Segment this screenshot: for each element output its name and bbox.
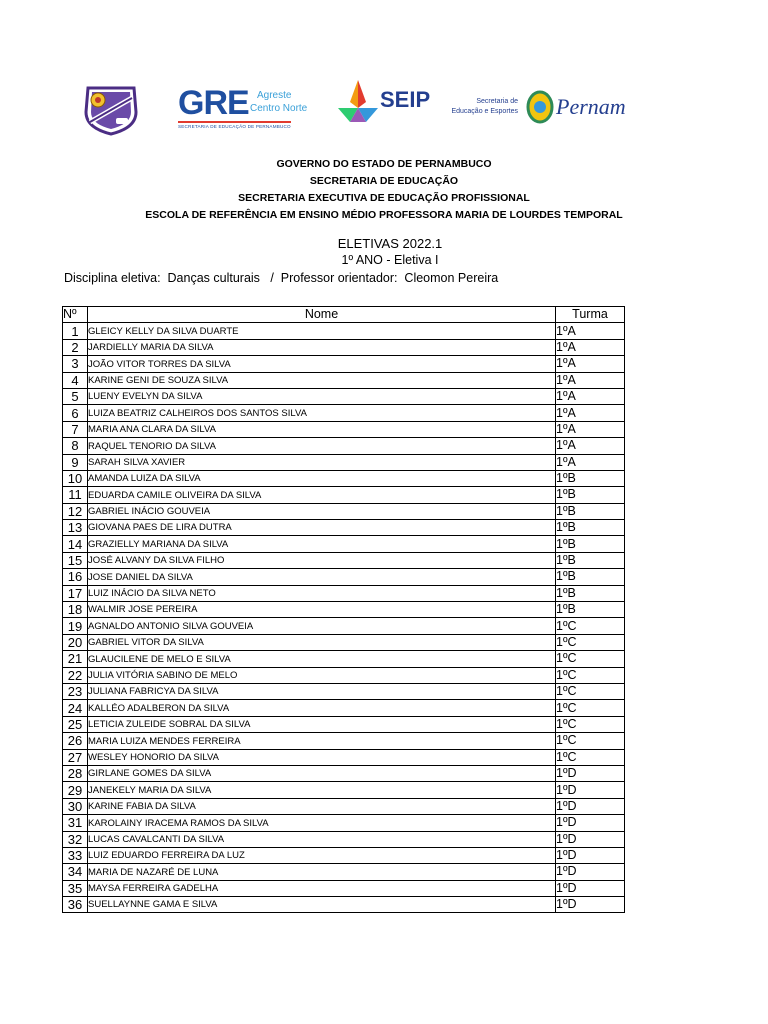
table-row bbox=[63, 733, 625, 749]
table-row bbox=[63, 405, 625, 421]
student-class: 1ºD bbox=[556, 815, 625, 831]
row-number: 36 bbox=[63, 897, 88, 913]
student-class: 1ºB bbox=[556, 503, 625, 519]
student-class: 1ºC bbox=[556, 700, 625, 716]
row-number: 17 bbox=[63, 585, 88, 601]
secretaria-educacao-logo bbox=[448, 86, 626, 130]
student-class: 1ºB bbox=[556, 585, 625, 601]
header-line-2: SECRETARIA DE EDUCAÇÃO bbox=[309, 175, 459, 187]
row-number: 28 bbox=[63, 765, 88, 781]
row-number: 23 bbox=[63, 683, 88, 699]
student-name: JANEKELY MARIA DA SILVA bbox=[88, 782, 556, 798]
sec-logo-line2: Educação e Esportes bbox=[451, 108, 518, 115]
student-name: GABRIEL INÁCIO GOUVEIA bbox=[88, 503, 556, 519]
table-row bbox=[63, 503, 625, 519]
table-row bbox=[63, 634, 625, 650]
student-class: 1ºD bbox=[556, 798, 625, 814]
row-number: 34 bbox=[63, 864, 88, 880]
student-name: LETICIA ZULEIDE SOBRAL DA SILVA bbox=[88, 716, 556, 732]
student-class: 1ºB bbox=[556, 470, 625, 486]
student-name: RAQUEL TENORIO DA SILVA bbox=[88, 438, 556, 454]
school-crest-logo bbox=[80, 82, 142, 136]
student-class: 1ºD bbox=[556, 897, 625, 913]
student-name: LUIZ EDUARDO FERREIRA DA LUZ bbox=[88, 847, 556, 863]
table-header-row bbox=[63, 307, 625, 323]
gre-logo-sub2: Centro Norte bbox=[250, 103, 308, 114]
row-number: 21 bbox=[63, 651, 88, 667]
table-row bbox=[63, 716, 625, 732]
student-name: KAROLAINY IRACEMA RAMOS DA SILVA bbox=[88, 815, 556, 831]
row-number: 16 bbox=[63, 569, 88, 585]
student-name: GIOVANA PAES DE LIRA DUTRA bbox=[88, 520, 556, 536]
student-name: MAYSA FERREIRA GADELHA bbox=[88, 880, 556, 896]
student-class: 1ºD bbox=[556, 765, 625, 781]
student-class: 1ºD bbox=[556, 831, 625, 847]
table-row bbox=[63, 700, 625, 716]
table-row bbox=[63, 667, 625, 683]
gre-logo bbox=[178, 84, 310, 132]
seip-mark-icon bbox=[336, 78, 380, 126]
student-class: 1ºC bbox=[556, 749, 625, 765]
row-number: 6 bbox=[63, 405, 88, 421]
row-number: 10 bbox=[63, 470, 88, 486]
seip-logo-text: SEIP bbox=[380, 87, 431, 112]
table-row bbox=[63, 388, 625, 404]
student-name: MARIA LUIZA MENDES FERREIRA bbox=[88, 733, 556, 749]
student-name: WALMIR JOSE PEREIRA bbox=[88, 602, 556, 618]
document-title: ELETIVAS 2022.1 bbox=[337, 236, 443, 251]
header-turma: Turma bbox=[556, 307, 625, 323]
student-class: 1ºD bbox=[556, 880, 625, 896]
row-number: 2 bbox=[63, 339, 88, 355]
row-number: 29 bbox=[63, 782, 88, 798]
table-row bbox=[63, 749, 625, 765]
student-name: GLAUCILENE DE MELO E SILVA bbox=[88, 651, 556, 667]
state-seal-icon bbox=[526, 90, 554, 124]
table-row bbox=[63, 438, 625, 454]
student-class: 1ºA bbox=[556, 323, 625, 339]
row-number: 30 bbox=[63, 798, 88, 814]
logo-bar bbox=[0, 76, 768, 140]
sec-logo-line1: Secretaria de bbox=[476, 98, 518, 105]
table-row bbox=[63, 323, 625, 339]
table-row bbox=[63, 798, 625, 814]
student-roster-table bbox=[62, 306, 625, 913]
document-subtitle: 1º ANO - Eletiva I bbox=[341, 253, 439, 267]
table-row bbox=[63, 487, 625, 503]
student-class: 1ºB bbox=[556, 487, 625, 503]
row-number: 13 bbox=[63, 520, 88, 536]
row-number: 27 bbox=[63, 749, 88, 765]
student-name: GLEICY KELLY DA SILVA DUARTE bbox=[88, 323, 556, 339]
student-class: 1ºC bbox=[556, 667, 625, 683]
sec-logo-brand: Pernam bbox=[556, 94, 626, 119]
table-row bbox=[63, 765, 625, 781]
row-number: 3 bbox=[63, 356, 88, 372]
row-number: 19 bbox=[63, 618, 88, 634]
student-name: SUELLAYNNE GAMA E SILVA bbox=[88, 897, 556, 913]
table-row bbox=[63, 618, 625, 634]
student-name: GRAZIELLY MARIANA DA SILVA bbox=[88, 536, 556, 552]
student-class: 1ºB bbox=[556, 569, 625, 585]
table-row bbox=[63, 880, 625, 896]
student-name: LUIZ INÁCIO DA SILVA NETO bbox=[88, 585, 556, 601]
table-row bbox=[63, 552, 625, 568]
student-class: 1ºB bbox=[556, 536, 625, 552]
table-row bbox=[63, 585, 625, 601]
row-number: 18 bbox=[63, 602, 88, 618]
student-name: KARINE FABIA DA SILVA bbox=[88, 798, 556, 814]
student-name: JULIANA FABRICYA DA SILVA bbox=[88, 683, 556, 699]
student-class: 1ºC bbox=[556, 634, 625, 650]
table-row bbox=[63, 831, 625, 847]
student-name: KARINE GENI DE SOUZA SILVA bbox=[88, 372, 556, 388]
student-class: 1ºA bbox=[556, 421, 625, 437]
header-line-1: GOVERNO DO ESTADO DE PERNAMBUCO bbox=[276, 158, 492, 170]
student-name: SARAH SILVA XAVIER bbox=[88, 454, 556, 470]
student-name: JARDIELLY MARIA DA SILVA bbox=[88, 339, 556, 355]
header-nome: Nome bbox=[88, 307, 556, 323]
student-class: 1ºC bbox=[556, 733, 625, 749]
student-class: 1ºA bbox=[556, 356, 625, 372]
student-name: MARIA DE NAZARÉ DE LUNA bbox=[88, 864, 556, 880]
student-name: JOSÉ ALVANY DA SILVA FILHO bbox=[88, 552, 556, 568]
student-class: 1ºA bbox=[556, 405, 625, 421]
student-name: AMANDA LUIZA DA SILVA bbox=[88, 470, 556, 486]
student-name: EDUARDA CAMILE OLIVEIRA DA SILVA bbox=[88, 487, 556, 503]
table-row bbox=[63, 847, 625, 863]
row-number: 9 bbox=[63, 454, 88, 470]
table-row bbox=[63, 536, 625, 552]
header-line-4: ESCOLA DE REFERÊNCIA EM ENSINO MÉDIO PROFESSORA MARIA DE LOURDES TEMPORAL bbox=[145, 209, 623, 221]
student-class: 1ºB bbox=[556, 602, 625, 618]
table-row bbox=[63, 683, 625, 699]
seip-logo bbox=[336, 78, 431, 128]
table-row bbox=[63, 372, 625, 388]
gre-logo-tag: SECRETARIA DE EDUCAÇÃO DE PERNAMBUCO bbox=[178, 121, 291, 129]
table-row bbox=[63, 470, 625, 486]
row-number: 35 bbox=[63, 880, 88, 896]
student-name: WESLEY HONORIO DA SILVA bbox=[88, 749, 556, 765]
row-number: 22 bbox=[63, 667, 88, 683]
row-number: 31 bbox=[63, 815, 88, 831]
student-class: 1ºA bbox=[556, 388, 625, 404]
student-class: 1ºC bbox=[556, 683, 625, 699]
row-number: 24 bbox=[63, 700, 88, 716]
government-header bbox=[0, 156, 768, 224]
student-class: 1ºA bbox=[556, 454, 625, 470]
table-row bbox=[63, 651, 625, 667]
row-number: 1 bbox=[63, 323, 88, 339]
student-class: 1ºA bbox=[556, 339, 625, 355]
gre-logo-sub1: Agreste bbox=[257, 90, 292, 101]
row-number: 14 bbox=[63, 536, 88, 552]
header-numero: Nº bbox=[63, 307, 88, 323]
student-class: 1ºD bbox=[556, 782, 625, 798]
table-row bbox=[63, 897, 625, 913]
table-row bbox=[63, 864, 625, 880]
row-number: 5 bbox=[63, 388, 88, 404]
student-name: GABRIEL VITOR DA SILVA bbox=[88, 634, 556, 650]
student-class: 1ºC bbox=[556, 618, 625, 634]
student-name: KALLÉO ADALBERON DA SILVA bbox=[88, 700, 556, 716]
table-row bbox=[63, 602, 625, 618]
row-number: 33 bbox=[63, 847, 88, 863]
disciplina-line: Disciplina eletiva: Danças culturais / Professor orientador: Cleomon Pereira bbox=[64, 271, 499, 285]
row-number: 11 bbox=[63, 487, 88, 503]
student-name: LUENY EVELYN DA SILVA bbox=[88, 388, 556, 404]
table-row bbox=[63, 782, 625, 798]
student-class: 1ºD bbox=[556, 864, 625, 880]
student-name: MARIA ANA CLARA DA SILVA bbox=[88, 421, 556, 437]
student-name: LUCAS CAVALCANTI DA SILVA bbox=[88, 831, 556, 847]
student-name: LUIZA BEATRIZ CALHEIROS DOS SANTOS SILVA bbox=[88, 405, 556, 421]
student-class: 1ºB bbox=[556, 520, 625, 536]
row-number: 12 bbox=[63, 503, 88, 519]
student-class: 1ºC bbox=[556, 651, 625, 667]
table-body bbox=[63, 323, 625, 913]
table-row bbox=[63, 356, 625, 372]
gre-logo-main: GRE bbox=[178, 84, 249, 122]
table-row bbox=[63, 569, 625, 585]
header-line-3: SECRETARIA EXECUTIVA DE EDUCAÇÃO PROFISSIONAL bbox=[238, 192, 530, 204]
student-name: JOÃO VITOR TORRES DA SILVA bbox=[88, 356, 556, 372]
table-row bbox=[63, 339, 625, 355]
table-row bbox=[63, 520, 625, 536]
student-class: 1ºA bbox=[556, 372, 625, 388]
row-number: 20 bbox=[63, 634, 88, 650]
row-number: 7 bbox=[63, 421, 88, 437]
student-class: 1ºB bbox=[556, 552, 625, 568]
row-number: 4 bbox=[63, 372, 88, 388]
student-class: 1ºC bbox=[556, 716, 625, 732]
student-class: 1ºA bbox=[556, 438, 625, 454]
row-number: 26 bbox=[63, 733, 88, 749]
row-number: 32 bbox=[63, 831, 88, 847]
student-name: JOSE DANIEL DA SILVA bbox=[88, 569, 556, 585]
student-name: AGNALDO ANTONIO SILVA GOUVEIA bbox=[88, 618, 556, 634]
row-number: 15 bbox=[63, 552, 88, 568]
student-class: 1ºD bbox=[556, 847, 625, 863]
student-name: JULIA VITÓRIA SABINO DE MELO bbox=[88, 667, 556, 683]
row-number: 8 bbox=[63, 438, 88, 454]
table-row bbox=[63, 815, 625, 831]
table-row bbox=[63, 454, 625, 470]
row-number: 25 bbox=[63, 716, 88, 732]
table-row bbox=[63, 421, 625, 437]
student-name: GIRLANE GOMES DA SILVA bbox=[88, 765, 556, 781]
